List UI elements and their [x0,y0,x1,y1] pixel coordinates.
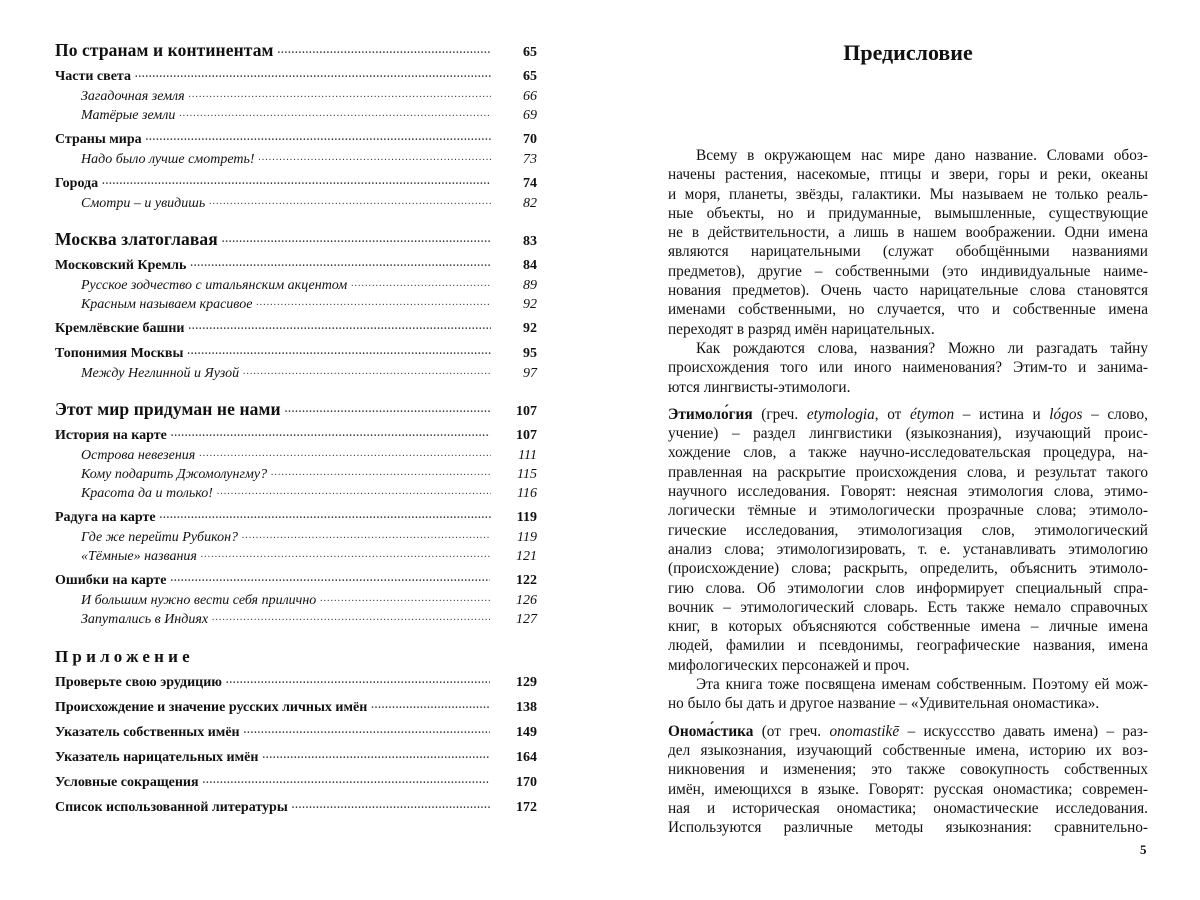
toc-page-number: 122 [516,573,537,588]
toc-section-title: Части света [55,69,131,84]
toc-section[interactable] [55,321,537,341]
toc-page-number: 107 [516,404,537,419]
toc-appendix-item[interactable] [55,700,537,725]
toc-section-title: Топонимия Москвы [55,346,184,361]
toc-part[interactable] [55,399,537,423]
toc-subsection-title: Где же перейти Рубикон? [81,530,239,545]
text-line: анализ слова; этимологизировать, т. е. устанавливать этимологию [668,540,1148,558]
leader-dots [292,800,490,811]
text-line: людей, фамилии и псевдонимы, географические названия, имена [668,637,1148,655]
leader-dots [285,404,490,415]
toc-subsection-title: Острова невезения [81,448,196,463]
toc-page-number: 138 [516,700,537,715]
toc-page-number: 92 [523,321,537,336]
text-line: Всему в окружающем нас мире дано название. Словами обоз- [696,147,1148,164]
toc-page-number: 65 [523,45,537,60]
toc-page-number: 172 [516,800,537,815]
leader-dots [199,448,491,459]
toc-page-number: 65 [523,69,537,84]
text-line: гические исследования, этимологизация слов, этимологический [668,521,1148,539]
toc-section-title: Московский Кремль [55,258,187,273]
text-line: не в действительности, а лишь в нашем воображении. Одни имена [668,224,1148,242]
toc-section[interactable] [55,258,537,278]
text-line: ные объекты, но и придуманные, вымышленные, существующие [668,204,1148,222]
leader-dots [351,278,491,289]
toc-appendix-item[interactable] [55,725,537,750]
text-line: нования предметов). Очень часто нарицательные слова становятся [668,282,1148,300]
toc-page-number: 164 [516,750,537,765]
toc-subsection-title: Смотри – и увидишь [81,196,206,211]
page-number: 5 [1140,842,1147,857]
leader-dots [259,152,491,163]
text-line: дел языкознания, изучающий собственные имена, историю их воз- [668,741,1148,759]
leader-dots [320,593,490,604]
toc-page-number: 89 [523,278,537,293]
toc-page-number: 119 [516,510,537,525]
text-line: вочник – этимологический словарь. Есть также немало справочных [668,598,1148,616]
leader-dots [271,467,491,478]
toc-subsection[interactable] [55,593,537,612]
toc-subsection-title: Надо было лучше смотреть! [81,152,255,167]
toc-appendix-title: Список использованной литературы [55,800,288,815]
toc-page-number: 83 [523,234,537,249]
text-line: Используются различные методы языкознания: сравнительно- [668,819,1148,837]
toc-section[interactable] [55,176,537,196]
toc-section[interactable] [55,346,537,366]
text-line: мифологических персонажей и проч. [668,656,910,674]
leader-dots [187,346,491,357]
leader-dots [203,775,490,786]
toc-page-number: 69 [523,108,537,123]
toc-subsection-title: Красота да и только! [81,486,213,501]
text-line [668,405,1148,424]
toc-part-title: Москва златоглавая [55,229,218,249]
toc-subsection-title: Запутались в Индиях [81,612,209,627]
toc-subsection-title: Между Неглинной и Яузой [81,366,240,381]
toc-page-number: 149 [516,725,537,740]
toc-subsection[interactable] [55,152,537,171]
toc-part-title: Этот мир придуман не нами [55,399,281,419]
text-span: – слово, [1082,405,1148,423]
toc-page-number: 127 [516,612,537,627]
leader-dots [262,750,490,761]
toc-subsection-title: Красным называем красивое [81,297,253,312]
text-line: логически тёмные и этимологически прозрачные слова; этимоло- [668,502,1148,520]
toc-appendix-title: Происхождение и значение русских личных имён [55,700,368,715]
text-line: (происхождение) слова; раскрыть, определить, объяснить этимоло- [668,560,1148,578]
text-line: научного исследования. Говорят: неясная этимология слова, этимо- [668,483,1148,501]
toc-section[interactable] [55,510,537,530]
leader-dots [209,196,491,207]
text-line: книг, в которых объясняются собственные имена – личные имена [668,618,1148,636]
toc-page-number: 97 [523,366,537,381]
toc-subsection[interactable] [55,448,537,467]
toc-page-number: 82 [523,196,537,211]
toc-page-number: 116 [517,486,537,501]
toc-appendix-title: Проверьте свою эрудицию [55,675,222,690]
toc-page-number: 73 [523,152,537,167]
toc-subsection-title: Русское зодчество с итальянским акцентом [81,278,348,293]
toc-section-title: Страны мира [55,132,142,147]
toc-subsection[interactable] [55,486,537,505]
text-line: являются нарицательными (служат обобщёнными названиями [668,243,1148,261]
toc-page-number: 121 [516,549,537,564]
paragraph-intro [668,146,1148,339]
text-span: (от греч. [753,722,830,740]
toc-page-number: 84 [523,258,537,273]
toc-subsection[interactable] [55,297,537,316]
toc-subsection-title: «Тёмные» названия [81,549,197,564]
toc-page-number: 111 [518,448,537,463]
text-line: предметов), другие – собственными (это индивидуальные наиме- [668,262,1148,280]
leader-dots [217,486,491,497]
toc-page-number: 70 [523,132,537,147]
leader-dots [171,428,490,439]
foreign-word: lógos [1049,405,1083,423]
definition-onomastics [668,722,1148,838]
leader-dots [242,530,491,541]
leader-dots [222,234,491,245]
toc-page-number: 95 [523,346,537,361]
text-line: переходят в разряд имён нарицательных. [668,320,935,338]
toc-page-number: 107 [516,428,537,443]
toc-page-number: 126 [516,593,537,608]
toc-appendix-title: Указатель собственных имён [55,725,240,740]
preface-body [668,146,1148,837]
toc-appendix-item[interactable] [55,775,537,800]
text-line: начены растения, насекомые, птицы и звери, горы и реки, океаны [668,166,1148,184]
text-span: – искуссство давать имена) – раз- [899,722,1149,740]
leader-dots [243,366,491,377]
toc-page-number: 119 [517,530,537,545]
text-line: хождение слов, а также научно-исследовательская процедура, на- [668,444,1148,462]
preface-page [668,40,1149,837]
text-line: происхождения того или иного наименования? Этим-то и занима- [668,359,1148,377]
toc-page-number: 170 [516,775,537,790]
text-line: именами собственными, но случается, что и собственные имена [668,301,1148,319]
text-line: учение) – раздел лингвистики (языкознания), изучающий проис- [668,425,1148,443]
toc-subsection[interactable] [55,196,537,215]
toc-appendix-item[interactable] [55,675,537,700]
leader-dots [278,45,491,56]
leader-dots [179,108,491,119]
foreign-word: étymon [909,405,955,423]
toc-subsection-title: Загадочная земля [81,89,185,104]
toc-subsection[interactable] [55,366,537,385]
toc-subsection[interactable] [55,467,537,486]
text-line: правленная на раскрытие происхождения слова, и результат такого [668,463,1148,481]
toc-section-title: Радуга на карте [55,510,156,525]
text-span: , от [874,405,910,423]
text-line: Эта книга тоже посвящена именам собственным. Поэтому ей мож- [696,676,1148,694]
toc-subsection-title: Кому подарить Джомолунгму? [81,467,268,482]
leader-dots [212,612,490,623]
toc-subsection[interactable] [55,549,537,568]
definition-etymology [668,405,1148,675]
toc-section[interactable] [55,69,537,89]
appendix-heading: Приложение [55,647,194,666]
table-of-contents [55,40,537,825]
leader-dots [189,89,491,100]
toc-section-title: Кремлёвские башни [55,321,185,336]
leader-dots [146,132,491,143]
toc-section[interactable] [55,573,537,593]
toc-page-number: 92 [523,297,537,312]
toc-part[interactable] [55,229,537,253]
text-span: – истина и [954,405,1050,423]
preface-title: Предисловие [843,40,973,65]
leader-dots [171,573,490,584]
toc-section[interactable] [55,428,537,448]
text-line: ются лингвисты-этимологи. [668,378,851,396]
paragraph-book [668,675,1148,714]
leader-dots [160,510,491,521]
leader-dots [256,297,491,308]
text-line: имён, имеющихся в языке. Говорят: русская ономастика; современ- [668,780,1148,798]
toc-subsection[interactable] [55,108,537,127]
toc-page-number: 129 [516,675,537,690]
leader-dots [135,69,491,80]
toc-appendix-title: Указатель нарицательных имён [55,750,259,765]
toc-subsection[interactable] [55,89,537,108]
text-line: никновения и изменения; это также совокупность собственных [668,761,1148,779]
leader-dots [189,321,492,332]
text-line: но было бы дать и другое название – «Удивительная ономастика». [668,695,1100,713]
leader-dots [226,675,490,686]
leader-dots [190,258,491,269]
term-onomastics: Онома́стика [668,722,754,740]
toc-appendix-item[interactable] [55,800,537,825]
paragraph-question [668,339,1148,397]
toc-page-number: 115 [517,467,537,482]
text-line: ная и историческая ономастика; ономастические исследования. [668,799,1148,817]
toc-part-title: По странам и континентам [55,40,274,60]
text-line: и моря, планеты, звёзды, галактики. Мы называем не только реаль- [668,185,1148,203]
toc-subsection-title: Матёрые земли [81,108,176,123]
toc-page-number: 66 [523,89,537,104]
text-line: гию слова. Об этимологии слов информирует специальный спра- [668,579,1148,597]
foreign-word: etymologia [806,405,875,423]
text-line [668,722,1148,741]
toc-section-title: Города [55,176,99,191]
toc-part[interactable] [55,40,537,64]
text-line: Как рождаются слова, названия? Можно ли разгадать тайну [696,339,1148,357]
toc-subsection[interactable] [55,278,537,297]
text-span: (греч. [752,405,807,423]
toc-appendix-title: Условные сокращения [55,775,199,790]
leader-dots [201,549,490,560]
toc-section[interactable] [55,132,537,152]
toc-subsection[interactable] [55,612,537,631]
leader-dots [371,700,490,711]
foreign-word: onomastikē [829,722,900,740]
toc-section-title: История на карте [55,428,167,443]
toc-subsection-title: И большим нужно вести себя прилично [81,593,317,608]
toc-section-title: Ошибки на карте [55,573,167,588]
term-etymology: Этимоло́гия [668,405,753,423]
leader-dots [102,176,491,187]
toc-appendix-item[interactable] [55,750,537,775]
toc-subsection[interactable] [55,530,537,549]
leader-dots [244,725,490,736]
toc-page-number: 74 [523,176,537,191]
